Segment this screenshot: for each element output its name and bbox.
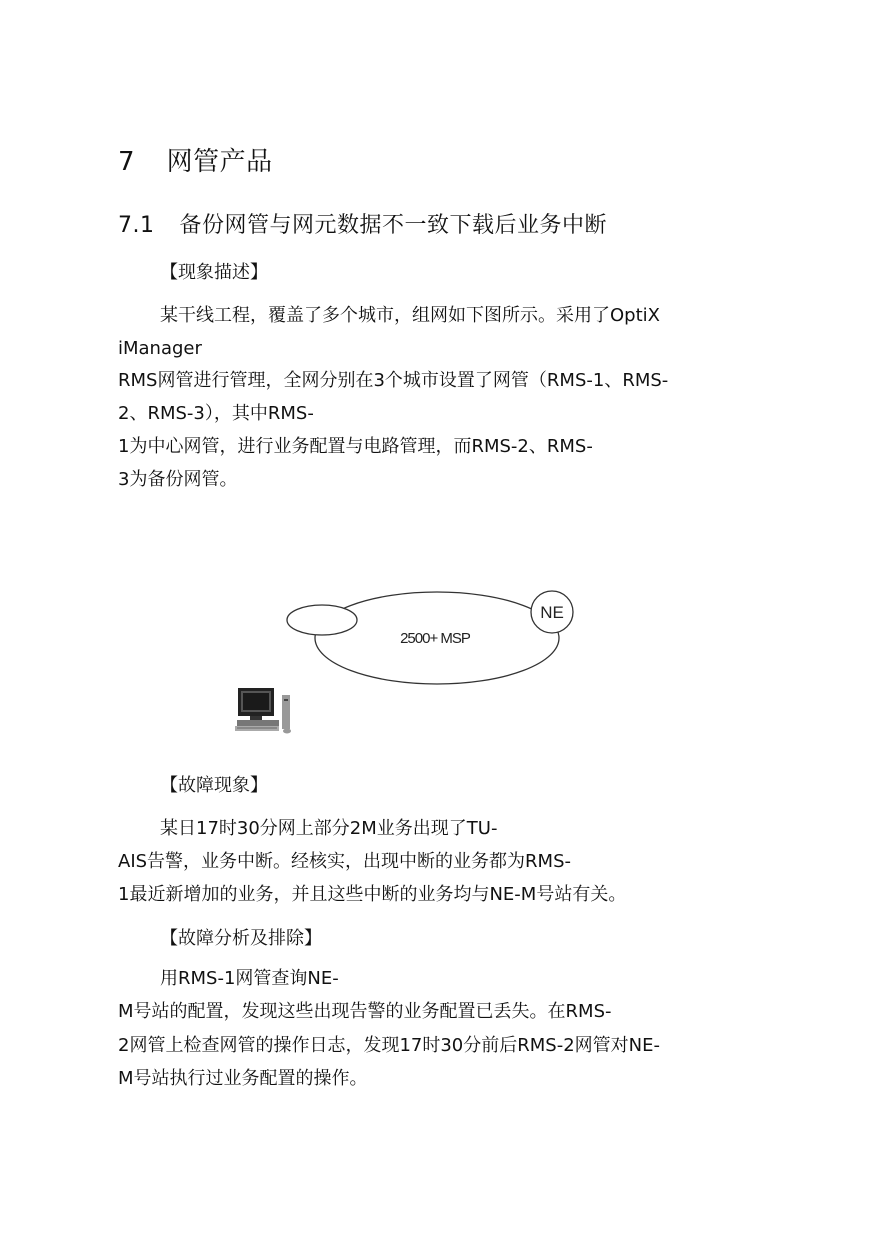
fault-line-2: AIS告警，业务中断。经核实，出现中断的业务都为RMS- xyxy=(118,851,572,872)
section-title: 备份网管与网元数据不一致下载后业务中断 xyxy=(179,213,608,238)
phenomenon-line-4: 2、RMS-3），其中RMS- xyxy=(118,403,314,424)
phenomenon-line-6: 3为备份网管。 xyxy=(118,469,238,490)
phenomenon-heading: 【现象描述】 xyxy=(160,262,268,283)
left-node-ellipse xyxy=(287,605,357,635)
phenomenon-line-5: 1为中心网管，进行业务配置与电路管理，而RMS-2、RMS- xyxy=(118,436,593,457)
phenomenon-line-2: iManager xyxy=(118,338,202,359)
analysis-line-4: M号站执行过业务配置的操作。 xyxy=(118,1068,368,1089)
chapter-number: 7 xyxy=(118,147,136,177)
analysis-line-1: 用RMS-1网管查询NE- xyxy=(160,968,339,989)
network-diagram xyxy=(225,585,585,745)
fault-heading: 【故障现象】 xyxy=(160,775,268,796)
chapter-title: 网管产品 xyxy=(166,147,273,177)
chapter-heading xyxy=(118,141,273,178)
analysis-heading: 【故障分析及排除】 xyxy=(160,928,322,949)
section-number: 7.1 xyxy=(118,213,155,238)
fault-line-3: 1最近新增加的业务，并且这些中断的业务均与NE-M号站有关。 xyxy=(118,884,627,905)
phenomenon-line-1: 某干线工程，覆盖了多个城市，组网如下图所示。采用了OptiX xyxy=(160,305,660,326)
phenomenon-line-3: RMS网管进行管理，全网分别在3个城市设置了网管（RMS-1、RMS- xyxy=(118,370,669,391)
fault-line-1: 某日17时30分网上部分2M业务出现了TU- xyxy=(160,818,498,839)
section-heading xyxy=(118,208,607,239)
analysis-line-2: M号站的配置，发现这些出现告警的业务配置已丢失。在RMS- xyxy=(118,1001,612,1022)
analysis-line-3: 2网管上检查网管的操作日志，发现17时30分前后RMS-2网管对NE- xyxy=(118,1035,661,1056)
ring-label: 2500+ MSP xyxy=(400,630,470,647)
ne-label: NE xyxy=(540,603,564,622)
computer-icon xyxy=(235,688,291,734)
